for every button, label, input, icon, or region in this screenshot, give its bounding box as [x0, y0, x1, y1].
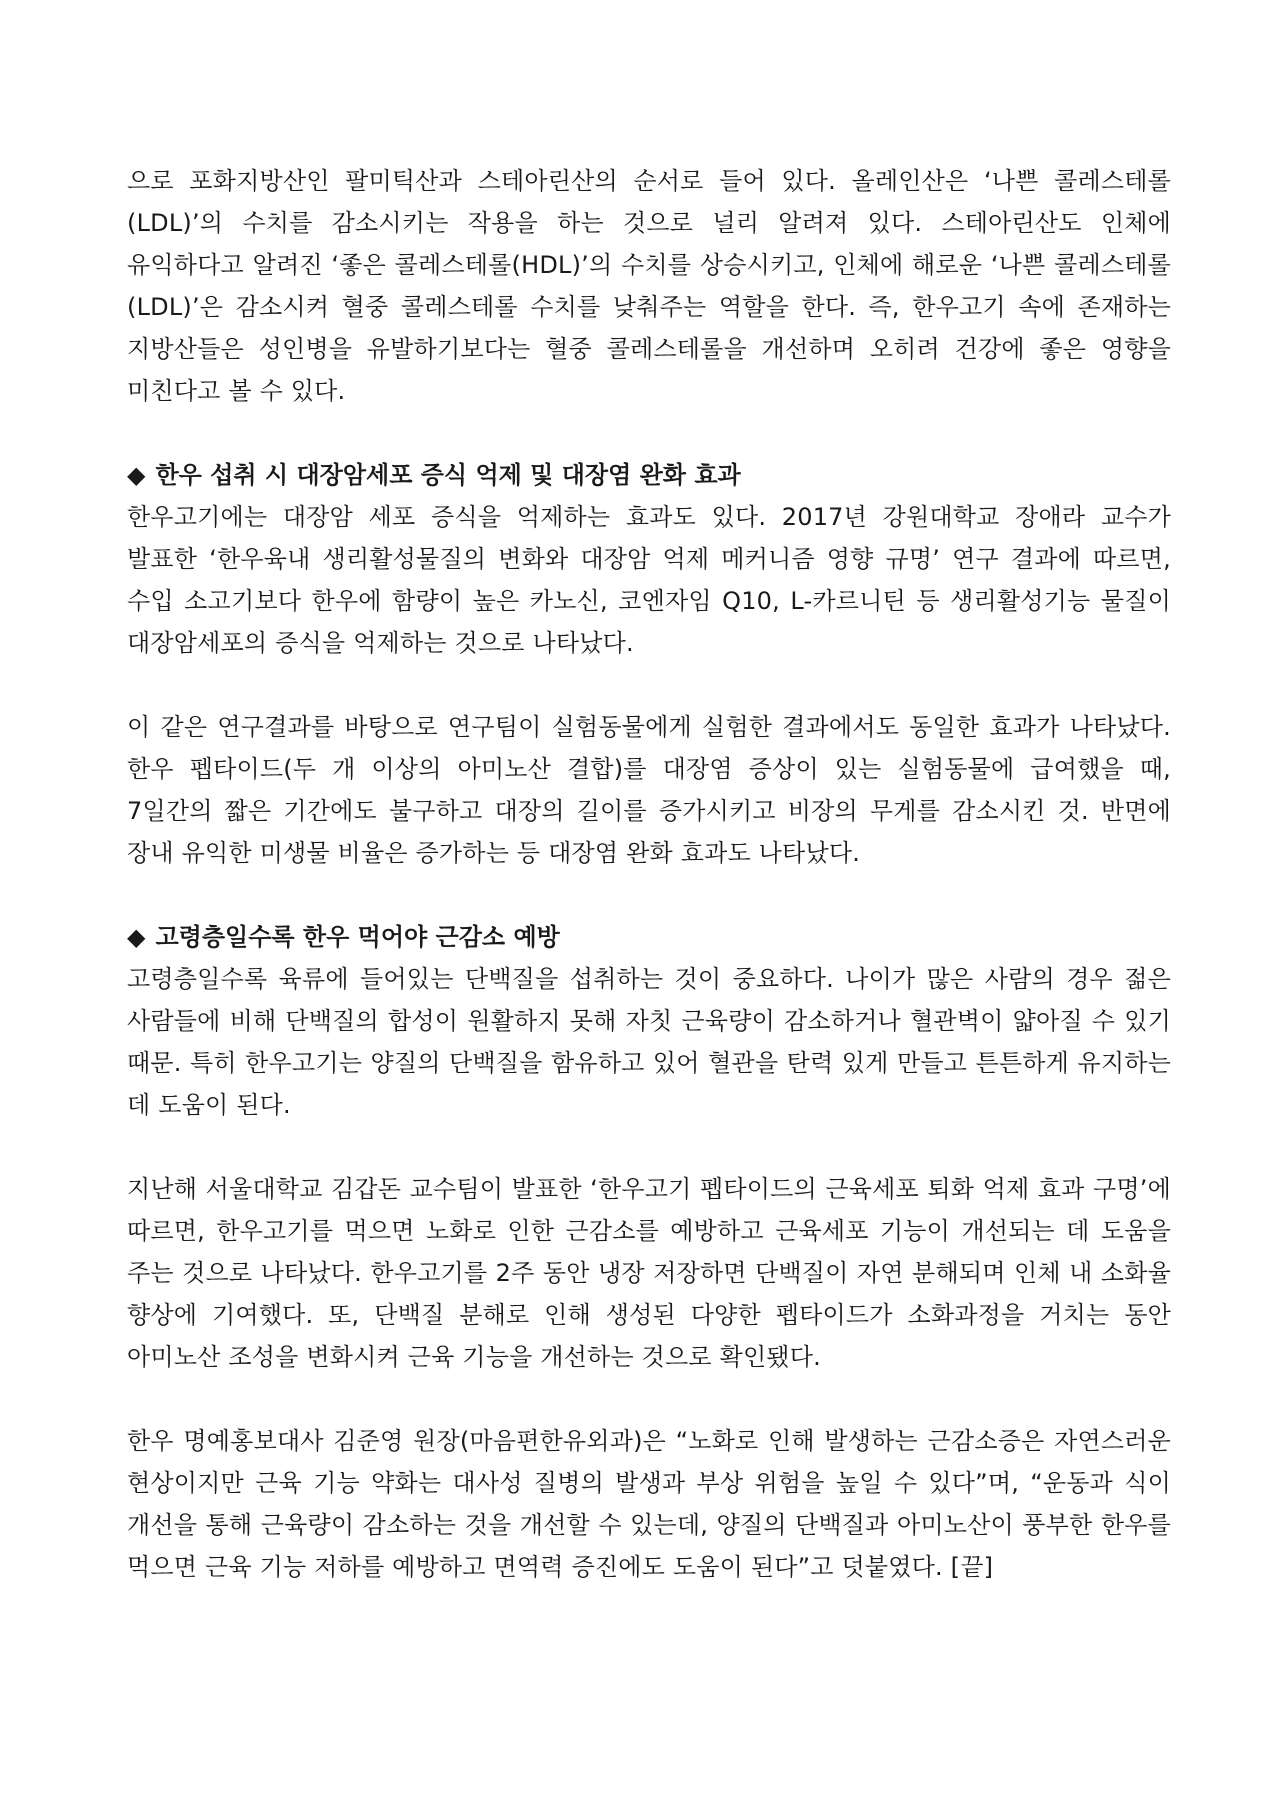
- diamond-bullet-icon: ◆: [127, 923, 146, 951]
- paragraph-spacer: [127, 874, 1171, 916]
- section-heading-text: 고령층일수록 한우 먹어야 근감소 예방: [155, 923, 560, 951]
- diamond-bullet-icon: ◆: [127, 461, 146, 489]
- section-heading-colon-cancer: [127, 454, 1171, 496]
- body-paragraph: 고령층일수록 육류에 들어있는 단백질을 섭취하는 것이 중요하다. 나이가 많은 사람의 경우 젊은 사람들에 비해 단백질의 합성이 원활하지 못해 자칫 근육량이 감소하거나 혈관벽이 얇아질 수 있기 때문. 특히 한우고기는 양질의 단백질을 함유하고 있어 혈관을 탄력 있게 만들고 튼튼하게 유지하는 데 도움이 된다.: [127, 965, 1171, 1119]
- body-paragraph: 이 같은 연구결과를 바탕으로 연구팀이 실험동물에게 실험한 결과에서도 동일한 효과가 나타났다. 한우 펩타이드(두 개 이상의 아미노산 결합)를 대장염 증상이 있는 실험동물에 급여했을 때, 7일간의 짧은 기간에도 불구하고 대장의 길이를 증가시키고 비장의 무게를 감소시킨 것. 반면에 장내 유익한 미생물 비율은 증가하는 등 대장염 완화 효과도 나타났다.: [127, 713, 1171, 867]
- paragraph-spacer: [127, 412, 1171, 454]
- body-paragraph: 으로 포화지방산인 팔미틱산과 스테아린산의 순서로 들어 있다. 올레인산은 ‘나쁜 콜레스테롤(LDL)’의 수치를 감소시키는 작용을 하는 것으로 널리 알려져 있다. 스테아린산도 인체에 유익하다고 알려진 ‘좋은 콜레스테롤(HDL)’의 수치를 상승시키고, 인체에 해로운 ‘나쁜 콜레스테롤(LDL)’은 감소시켜 혈중 콜레스테롤 수치를 낮춰주는 역할을 한다. 즉, 한우고기 속에 존재하는 지방산들은 성인병을 유발하기보다는 혈중 콜레스테롤을 개선하며 오히려 건강에 좋은 영향을 미친다고 볼 수 있다.: [127, 167, 1171, 405]
- body-paragraph: 한우 명예홍보대사 김준영 원장(마음편한유외과)은 “노화로 인해 발생하는 근감소증은 자연스러운 현상이지만 근육 기능 약화는 대사성 질병의 발생과 부상 위험을 높일 수 있다”며, “운동과 식이 개선을 통해 근육량이 감소하는 것을 개선할 수 있는데, 양질의 단백질과 아미노산이 풍부한 한우를 먹으면 근육 기능 저하를 예방하고 면역력 증진에도 도움이 된다”고 덧붙였다. [끝]: [127, 1427, 1171, 1581]
- paragraph-spacer: [127, 1126, 1171, 1168]
- section-heading-sarcopenia: [127, 916, 1171, 958]
- body-paragraph: 한우고기에는 대장암 세포 증식을 억제하는 효과도 있다. 2017년 강원대학교 장애라 교수가 발표한 ‘한우육내 생리활성물질의 변화와 대장암 억제 메커니즘 영향 규명’ 연구 결과에 따르면, 수입 소고기보다 한우에 함량이 높은 카노신, 코엔자임 Q10, L-카르니틴 등 생리활성기능 물질이 대장암세포의 증식을 억제하는 것으로 나타났다.: [127, 503, 1171, 657]
- paragraph-spacer: [127, 1378, 1171, 1420]
- section-heading-text: 한우 섭취 시 대장암세포 증식 억제 및 대장염 완화 효과: [155, 461, 741, 489]
- body-paragraph: 지난해 서울대학교 김갑돈 교수팀이 발표한 ‘한우고기 펩타이드의 근육세포 퇴화 억제 효과 구명’에 따르면, 한우고기를 먹으면 노화로 인한 근감소를 예방하고 근육세포 기능이 개선되는 데 도움을 주는 것으로 나타났다. 한우고기를 2주 동안 냉장 저장하면 단백질이 자연 분해되며 인체 내 소화율 향상에 기여했다. 또, 단백질 분해로 인해 생성된 다양한 펩타이드가 소화과정을 거치는 동안 아미노산 조성을 변화시켜 근육 기능을 개선하는 것으로 확인됐다.: [127, 1175, 1171, 1371]
- paragraph-spacer: [127, 664, 1171, 706]
